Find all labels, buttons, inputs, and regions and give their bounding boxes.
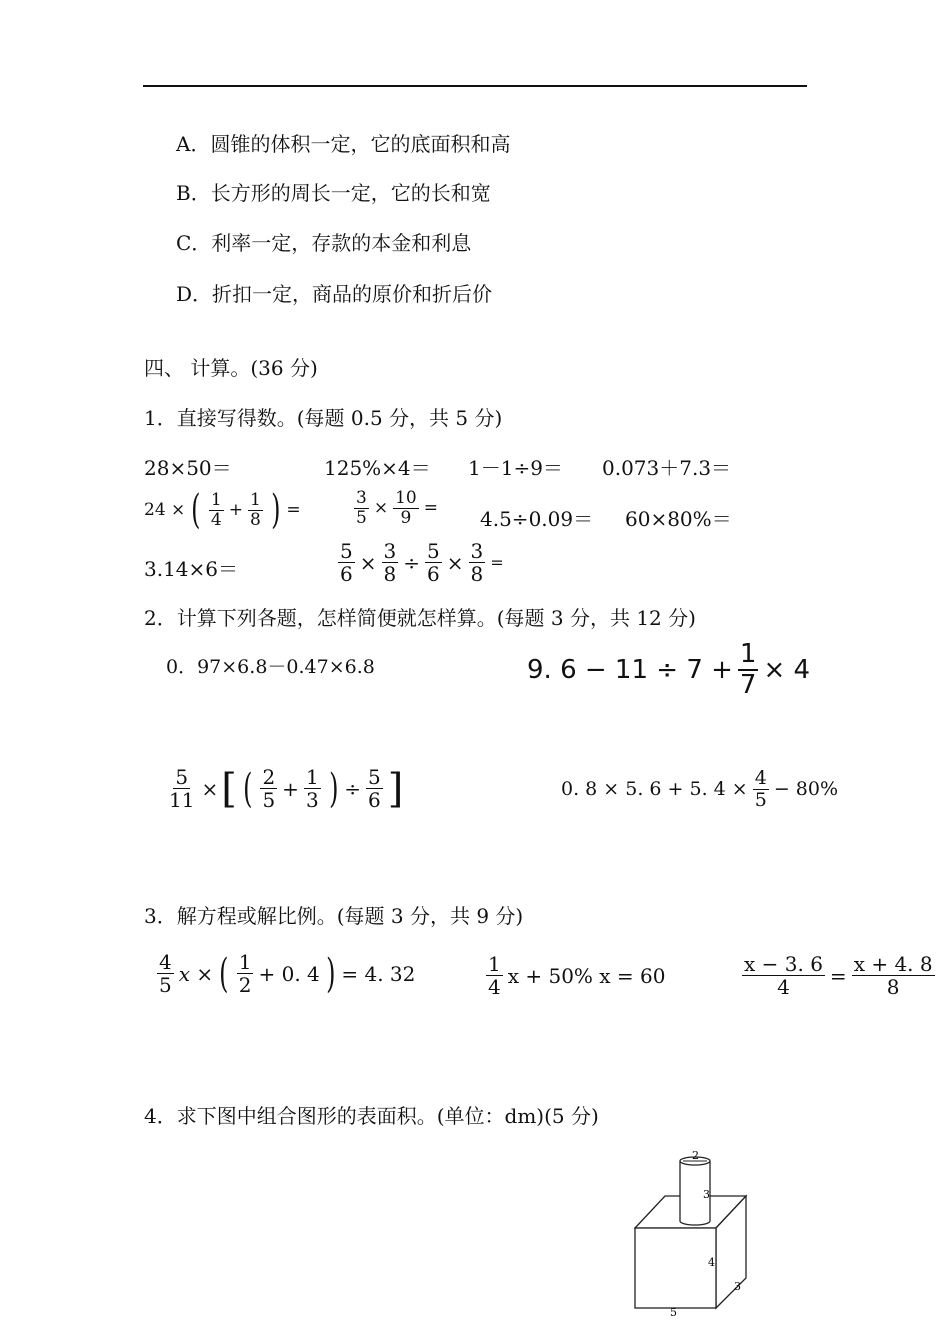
- expr-text: × 4: [763, 654, 811, 685]
- fraction: $\frac{x - 3. 6}{4}$: [744, 952, 823, 999]
- q2-expr-fraction: [165, 766, 403, 811]
- expr-text: + 0. 4: [258, 961, 320, 986]
- top-rule: [143, 85, 807, 87]
- fraction: $\frac{1}{4}$: [488, 952, 501, 999]
- fraction: $\frac{3}{8}$: [383, 539, 397, 586]
- option-c: C．利率一定，存款的本金和利息: [176, 231, 472, 255]
- label-box-width: 5: [670, 1306, 677, 1318]
- q2-expr-fraction: [527, 640, 810, 699]
- right-bracket: ]: [387, 765, 404, 812]
- q1-expr: 3.14×6＝: [144, 557, 239, 581]
- expr-text: = 4. 32: [341, 961, 416, 986]
- q3-expr-fraction: [155, 951, 415, 996]
- q2-title: 2．计算下列各题，怎样简便就怎样算。(每题 3 分，共 12 分): [144, 606, 696, 630]
- expr-text: 24 ×: [144, 500, 186, 520]
- q3-expr-fraction: [484, 953, 666, 998]
- fraction: $\frac{4}{5}$: [159, 950, 172, 997]
- fraction: $\frac{1}{8}$: [249, 489, 261, 530]
- fraction: $\frac{x + 4. 8}{8}$: [853, 952, 933, 999]
- option-b: B．长方形的周长一定，它的长和宽: [176, 181, 491, 205]
- expr-text: x + 50% x = 60: [507, 963, 666, 988]
- label-box-height: 4: [708, 1256, 715, 1269]
- q2-expr: 0．97×6.8－0.47×6.8: [166, 656, 375, 678]
- operator: ÷: [403, 550, 420, 575]
- option-d: D．折扣一定，商品的原价和折后价: [176, 282, 493, 306]
- operator: ×: [446, 550, 464, 575]
- fraction: $\frac{3}{5}$: [356, 488, 367, 528]
- q1-expr-fraction: [352, 489, 438, 527]
- expr-text: 9. 6 − 11 ÷ 7 +: [527, 654, 733, 685]
- q1-expr-fraction: [144, 487, 301, 533]
- q1-title: 1．直接写得数。(每题 0.5 分，共 5 分): [144, 406, 503, 430]
- expr-text: x ×: [178, 961, 214, 986]
- q1-expr: 28×50＝: [144, 456, 232, 480]
- q3-title: 3．解方程或解比例。(每题 3 分，共 9 分): [144, 904, 524, 928]
- q1-expr: 0.073＋7.3＝: [602, 456, 732, 480]
- expr-text: 0. 8 × 5. 6 + 5. 4 ×: [561, 778, 748, 801]
- fraction: $\frac{3}{8}$: [470, 539, 484, 586]
- fraction: $\frac{1}{7}$: [739, 639, 757, 700]
- label-cylinder-height: 3: [703, 1188, 710, 1201]
- operator: ×: [373, 498, 389, 519]
- q4-title: 4．求下图中组合图形的表面积。(单位：dm)(5 分): [144, 1104, 599, 1128]
- equals: =: [423, 498, 438, 519]
- left-paren: (: [191, 487, 201, 533]
- q1-expr: 125%×4＝: [324, 456, 431, 480]
- equals: =: [286, 500, 301, 520]
- fraction: $\frac{2}{5}$: [262, 765, 276, 812]
- fraction: $\frac{1}{2}$: [238, 950, 252, 997]
- fraction: $\frac{10}{9}$: [395, 488, 417, 528]
- box-front-face: [635, 1228, 716, 1308]
- left-paren: (: [219, 950, 229, 997]
- right-paren: ): [325, 950, 336, 997]
- fraction: $\frac{1}{4}$: [210, 489, 222, 530]
- left-paren: (: [242, 765, 253, 812]
- operator: ×: [359, 550, 377, 575]
- fraction: $\frac{5}{6}$: [427, 539, 440, 586]
- composite-figure: [628, 1148, 754, 1318]
- right-paren: ): [270, 487, 281, 533]
- operator: +: [282, 776, 299, 801]
- fraction: $\frac{5}{6}$: [340, 539, 353, 586]
- q1-expr-fraction: [336, 540, 504, 585]
- fraction: $\frac{4}{5}$: [754, 767, 767, 811]
- option-a: A．圆锥的体积一定，它的底面积和高: [176, 132, 511, 156]
- operator: ×: [201, 776, 219, 801]
- q1-expr: 60×80%＝: [625, 507, 732, 531]
- fraction: $\frac{1}{3}$: [305, 765, 319, 812]
- equals: =: [829, 963, 847, 988]
- left-bracket: [: [221, 765, 237, 812]
- q1-expr: 1－1÷9＝: [468, 456, 563, 480]
- operator: +: [228, 500, 243, 520]
- fraction: $\frac{5}{11}$: [169, 765, 195, 812]
- right-paren: ): [328, 765, 339, 812]
- expr-text: − 80%: [773, 778, 839, 801]
- section-heading: 四、 计算。(36 分): [144, 356, 318, 380]
- q2-expr-fraction: [561, 768, 838, 811]
- label-box-depth: 3: [734, 1280, 741, 1293]
- label-cylinder-diameter: 2: [692, 1149, 699, 1162]
- operator: ÷: [344, 776, 362, 801]
- equals: =: [490, 553, 504, 572]
- q3-expr-fraction: [740, 953, 937, 998]
- q1-expr: 4.5÷0.09＝: [480, 507, 594, 531]
- fraction: $\frac{5}{6}$: [368, 765, 381, 812]
